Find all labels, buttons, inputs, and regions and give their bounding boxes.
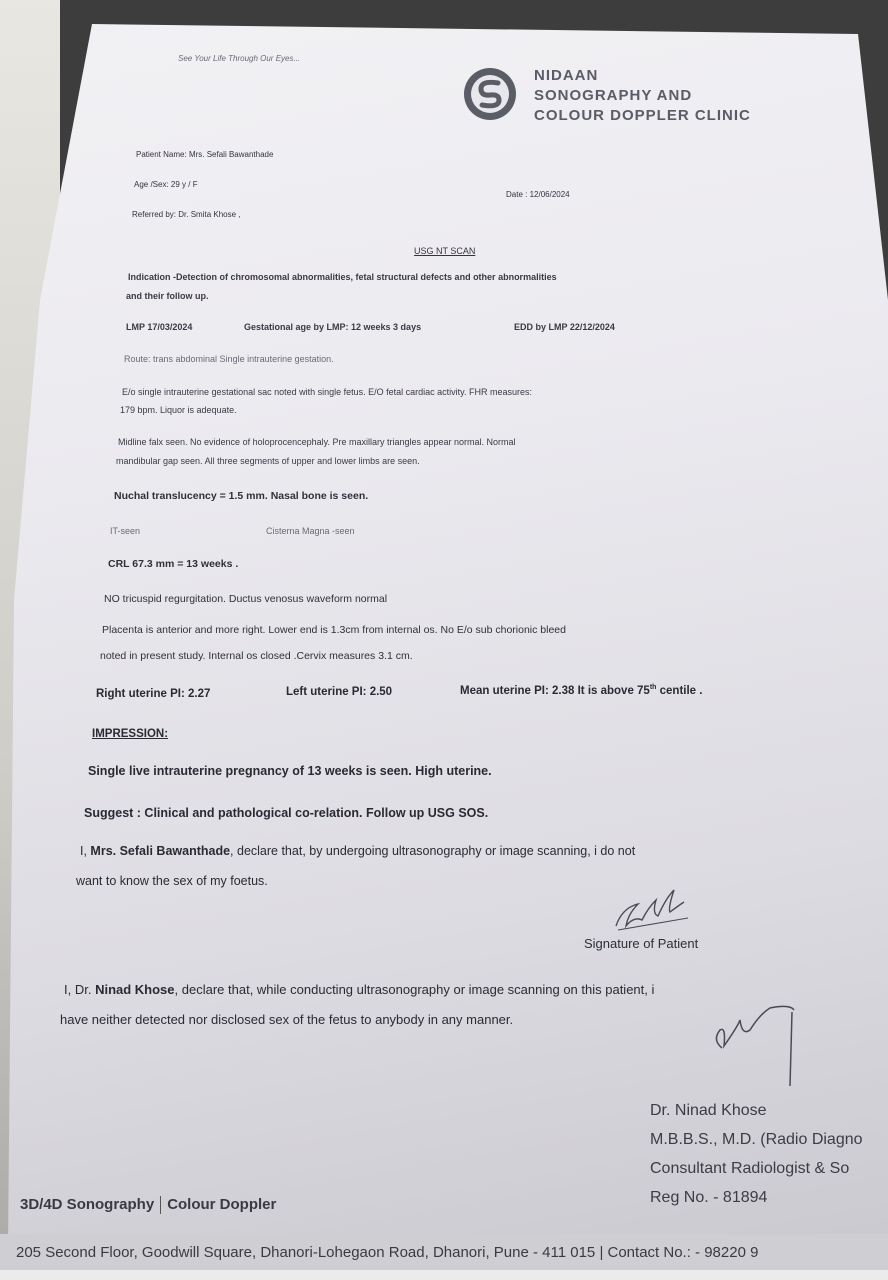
left-uterine-pi: Left uterine PI: 2.50 <box>286 686 393 698</box>
indication-line1: Indication -Detection of chromosomal abnormalities, fetal structural defects and other abnormalities <box>128 272 557 282</box>
patient-signature <box>608 880 698 940</box>
it-seen: IT-seen <box>110 526 141 536</box>
doctor-declaration-line1 <box>64 982 654 997</box>
patient-declaration-text: , declare that, by undergoing ultrasonography or image scanning, i do not <box>230 844 636 858</box>
report-title: USG NT SCAN <box>414 246 476 256</box>
lmp: LMP 17/03/2024 <box>126 322 193 332</box>
report-date <box>506 190 570 199</box>
route: Route: trans abdominal Single intrauterine gestation. <box>124 354 334 364</box>
doctor-signature <box>710 1000 820 1090</box>
patient-declaration-name: Mrs. Sefali Bawanthade <box>90 844 231 858</box>
edd: EDD by LMP 22/12/2024 <box>514 322 615 332</box>
footer-service-2: Colour Doppler <box>167 1196 277 1213</box>
doctor-reg: Reg No. - 81894 <box>650 1189 768 1206</box>
patient-declaration-line2: want to know the sex of my foetus. <box>76 874 268 888</box>
placenta-line1: Placenta is anterior and more right. Lower end is 1.3cm from internal os. No E/o sub chorionic bleed <box>102 624 566 636</box>
referred-by-value: Dr. Smita Khose , <box>178 210 241 219</box>
doctor-degree: M.B.B.S., M.D. (Radio Diagno <box>650 1131 863 1148</box>
clinic-name-line1: NIDAAN <box>534 67 599 84</box>
doctor-declaration-text: , declare that, while conducting ultrasonography or image scanning on this patient, i <box>174 982 655 997</box>
placenta-line2: noted in present study. Internal os closed .Cervix measures 3.1 cm. <box>100 650 413 662</box>
patient-declaration-line1 <box>80 844 635 858</box>
age-sex-label: Age /Sex: <box>134 180 169 189</box>
sac-line2: 179 bpm. Liquor is adequate. <box>120 405 237 415</box>
doctor-declaration-name: Ninad Khose <box>95 982 175 997</box>
age-sex-value: 29 y / F <box>170 180 198 189</box>
footer-divider <box>160 1196 161 1214</box>
mean-uterine-pi-end: centile . <box>656 684 703 697</box>
signature-of-patient-label: Signature of Patient <box>584 936 699 951</box>
referred-by <box>132 210 241 219</box>
clinic-name-line2: SONOGRAPHY AND <box>534 87 693 104</box>
age-sex <box>134 180 198 189</box>
patient-name-label: Patient Name: <box>136 150 187 159</box>
tagline: See Your Life Through Our Eyes... <box>178 54 301 63</box>
mean-uterine-pi-text: Mean uterine PI: 2.38 It is above 75 <box>460 684 650 697</box>
doctor-name: Dr. Ninad Khose <box>650 1102 767 1119</box>
tricuspid: NO tricuspid regurgitation. Ductus venosus waveform normal <box>104 593 388 605</box>
impression-heading: IMPRESSION: <box>92 728 169 740</box>
report-date-label: Date : <box>506 190 528 199</box>
doctor-info <box>650 1096 863 1212</box>
footer-services <box>20 1196 276 1214</box>
patient-declaration-prefix: I, <box>80 844 91 858</box>
gestational-age: Gestational age by LMP: 12 weeks 3 days <box>244 322 422 332</box>
midline-line1: Midline falx seen. No evidence of holoprocencephaly. Pre maxillary triangles appear normal. Normal <box>118 437 516 447</box>
patient-name <box>136 150 273 159</box>
referred-by-label: Referred by: <box>132 210 177 219</box>
impression-text: Single live intrauterine pregnancy of 13 weeks is seen. High uterine. <box>88 764 492 778</box>
doctor-title: Consultant Radiologist & So <box>650 1160 850 1177</box>
nuchal-translucency: Nuchal translucency = 1.5 mm. Nasal bone is seen. <box>114 490 369 502</box>
footer-address: 205 Second Floor, Goodwill Square, Dhanori-Lohegaon Road, Dhanori, Pune - 411 015 | Contact No.: - 98220 9 <box>16 1244 759 1261</box>
patient-name-value: Mrs. Sefali Bawanthade <box>188 150 274 159</box>
suggest-text: Suggest : Clinical and pathological co-relation. Follow up USG SOS. <box>84 806 489 820</box>
clinic-name-line3: COLOUR DOPPLER CLINIC <box>534 107 751 124</box>
doctor-declaration-line2: have neither detected nor disclosed sex of the fetus to anybody in any manner. <box>60 1012 514 1027</box>
indication-line2: and their follow up. <box>126 291 209 301</box>
clinic-name <box>534 66 751 126</box>
doctor-declaration-prefix: I, Dr. <box>64 982 96 997</box>
report-date-value: 12/06/2024 <box>529 190 570 199</box>
crl: CRL 67.3 mm = 13 weeks . <box>108 558 239 570</box>
midline-line2: mandibular gap seen. All three segments of upper and lower limbs are seen. <box>116 456 420 466</box>
clinic-logo-icon <box>462 66 518 122</box>
mean-uterine-pi-superscript: th <box>649 684 657 691</box>
sac-line1: E/o single intrauterine gestational sac noted with single fetus. E/O fetal cardiac activity. FHR measures: <box>122 387 533 397</box>
cisterna-magna: Cisterna Magna -seen <box>266 526 355 536</box>
mean-uterine-pi <box>460 684 702 697</box>
right-uterine-pi: Right uterine PI: 2.27 <box>96 688 211 700</box>
footer-service-1: 3D/4D Sonography <box>20 1196 155 1213</box>
